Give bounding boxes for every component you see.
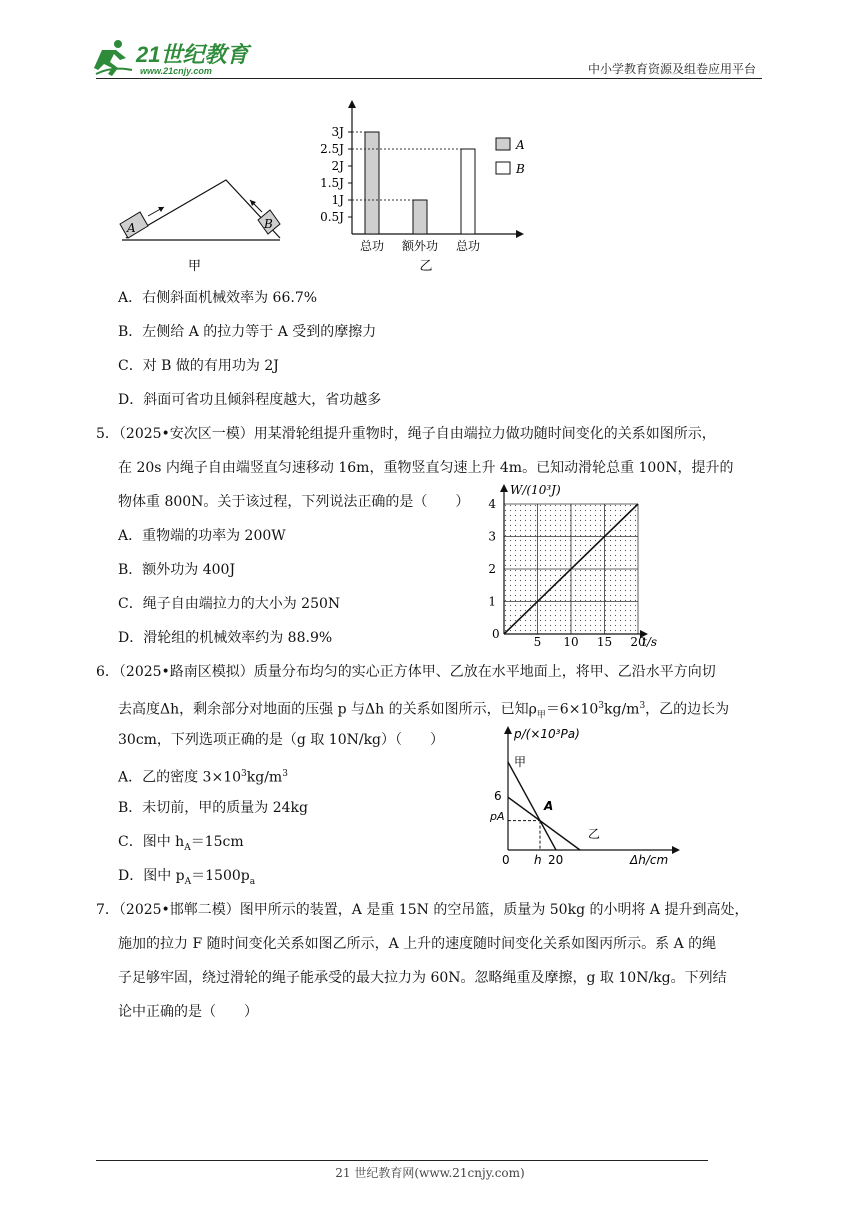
y-tick-label: 3 xyxy=(488,529,496,544)
runner-icon xyxy=(94,40,132,76)
bar-chart-caption: 乙 xyxy=(419,259,433,274)
bar-a xyxy=(413,200,427,234)
y-axis-label: W/(10³J) xyxy=(510,483,561,497)
x-tick-label: 5 xyxy=(533,635,542,649)
h-label: h xyxy=(534,853,542,867)
x-tick-label: 10 xyxy=(563,635,579,649)
incline-figure xyxy=(112,160,292,280)
svg-text:A: A xyxy=(127,221,136,235)
logo xyxy=(92,36,267,80)
y-tick-6: 6 xyxy=(494,789,502,803)
q5-option-d: D．滑轮组的机械效率约为 88.9% xyxy=(118,630,333,646)
y-tick-label: 1J xyxy=(331,193,344,207)
q4-option-d: D．斜面可省功且倾斜程度越大，省功越多 xyxy=(118,392,382,408)
x-axis-label: t/s xyxy=(642,635,658,649)
y-tick-label: 2 xyxy=(488,562,496,576)
q7-stem-line3: 子足够牢固，绕过滑轮的绳子能承受的最大拉力为 60N。忽略绳重及摩擦，g 取 10N/kg。下列结 xyxy=(118,970,727,986)
footer-divider xyxy=(96,1160,708,1161)
y-tick-label: 4 xyxy=(488,497,496,511)
q6-option-d: D．图中 $p_A=1500p_a$ xyxy=(118,868,256,887)
legend-label-a: A xyxy=(516,138,525,152)
q5-stem-line2: 在 20s 内绳子自由端竖直匀速移动 16m，重物竖直匀速上升 4m。已知动滑轮总重 100N，提升的 xyxy=(118,460,734,476)
origin-label: 0 xyxy=(492,627,500,641)
q6-option-b: B．未切前，甲的质量为 24kg xyxy=(118,800,308,816)
q7-stem-line2: 施加的拉力 F 随时间变化关系如图乙所示，A 上升的速度随时间变化关系如图丙所示。系 A 的绳 xyxy=(118,936,717,952)
q6-stem-line3: 30cm，下列选项正确的是（g 取 10N/kg）（ ） xyxy=(118,732,445,748)
series-yi-label: 乙 xyxy=(588,827,601,841)
category-label: 额外功 xyxy=(401,239,439,253)
origin-label: 0 xyxy=(502,853,510,867)
footer-text: 21 世纪教育网(www.21cnjy.com) xyxy=(335,1166,525,1180)
legend-swatch-b xyxy=(496,162,510,174)
q7-stem-line4: 论中正确的是（ ） xyxy=(118,1004,258,1020)
logo-url: www.21cnjy.com xyxy=(140,66,212,76)
series-jia-label: 甲 xyxy=(514,755,527,769)
bar-b xyxy=(461,149,475,234)
work-bar-chart xyxy=(300,98,540,280)
logo-text: 21世纪教育 xyxy=(136,42,249,67)
x-tick-20: 20 xyxy=(548,853,564,867)
q6-stem-line2: 去高度Δh，剩余部分对地面的压强 p 与Δh 的关系如图所示，已知$\rho_甲=6\times 10^3kg/m^3$，乙的边长为 xyxy=(118,701,730,721)
header-divider xyxy=(96,78,762,79)
incline-caption: 甲 xyxy=(188,259,202,274)
y-tick-label: 2.5J xyxy=(320,142,344,156)
svg-text:B: B xyxy=(264,217,273,231)
y-tick-label: 3J xyxy=(331,125,344,139)
y-tick-label: 1 xyxy=(488,594,496,609)
y-tick-label: 1.5J xyxy=(320,176,344,190)
q5-option-c: C．绳子自由端拉力的大小为 250N xyxy=(118,596,341,612)
category-label: 总功 xyxy=(359,239,385,253)
y-tick-label: 2J xyxy=(331,159,344,173)
platform-title: 中小学教育资源及组卷应用平台 xyxy=(587,62,756,76)
q4-option-b: B．左侧给 A 的拉力等于 A 受到的摩擦力 xyxy=(118,324,377,340)
legend-label-b: B xyxy=(516,162,525,176)
q6-option-a: A．乙的密度 $3\times 10^3kg/m^3$ xyxy=(118,769,288,786)
bar-a xyxy=(365,132,379,234)
q6-stem-line1: 6．（2025•路南区模拟）质量分布均匀的实心正方体甲、乙放在水平地面上，将甲、乙沿水平方向切 xyxy=(96,664,716,680)
category-label: 总功 xyxy=(455,239,481,253)
block-b xyxy=(250,200,280,234)
y-tick-label: 0.5J xyxy=(320,210,344,224)
x-tick-label: 20 xyxy=(630,635,646,649)
y-axis-label: p/(×10³Pa) xyxy=(514,727,580,741)
q5-stem-line1: 5．（2025•安次区一模）用某滑轮组提升重物时，绳子自由端拉力做功随时间变化的关系如图所示， xyxy=(96,426,716,442)
q5-option-b: B．额外功为 400J xyxy=(118,562,236,578)
pressure-height-chart xyxy=(490,724,690,868)
q5-option-a: A．重物端的功率为 200W xyxy=(118,528,286,544)
x-tick-label: 15 xyxy=(596,635,613,649)
work-time-chart xyxy=(478,478,678,650)
point-a-label: A xyxy=(544,799,554,813)
legend-swatch-a xyxy=(496,138,510,150)
block-a xyxy=(120,207,164,238)
q7-stem-line1: 7．（2025•邯郸二模）图甲所示的装置，A 是重 15N 的空吊篮，质量为 50kg 的小明将 A 提升到高处， xyxy=(96,902,749,918)
x-axis-label: Δh/cm xyxy=(630,853,669,867)
q6-option-c: C．图中 $h_A=15cm$ xyxy=(118,834,244,853)
pa-label: pA xyxy=(490,810,505,823)
q5-stem-line3: 物体重 800N。关于该过程，下列说法正确的是（ ） xyxy=(118,494,470,510)
q4-option-a: A．右侧斜面机械效率为 66.7% xyxy=(118,290,318,306)
q4-option-c: C．对 B 做的有用功为 2J xyxy=(118,358,279,374)
